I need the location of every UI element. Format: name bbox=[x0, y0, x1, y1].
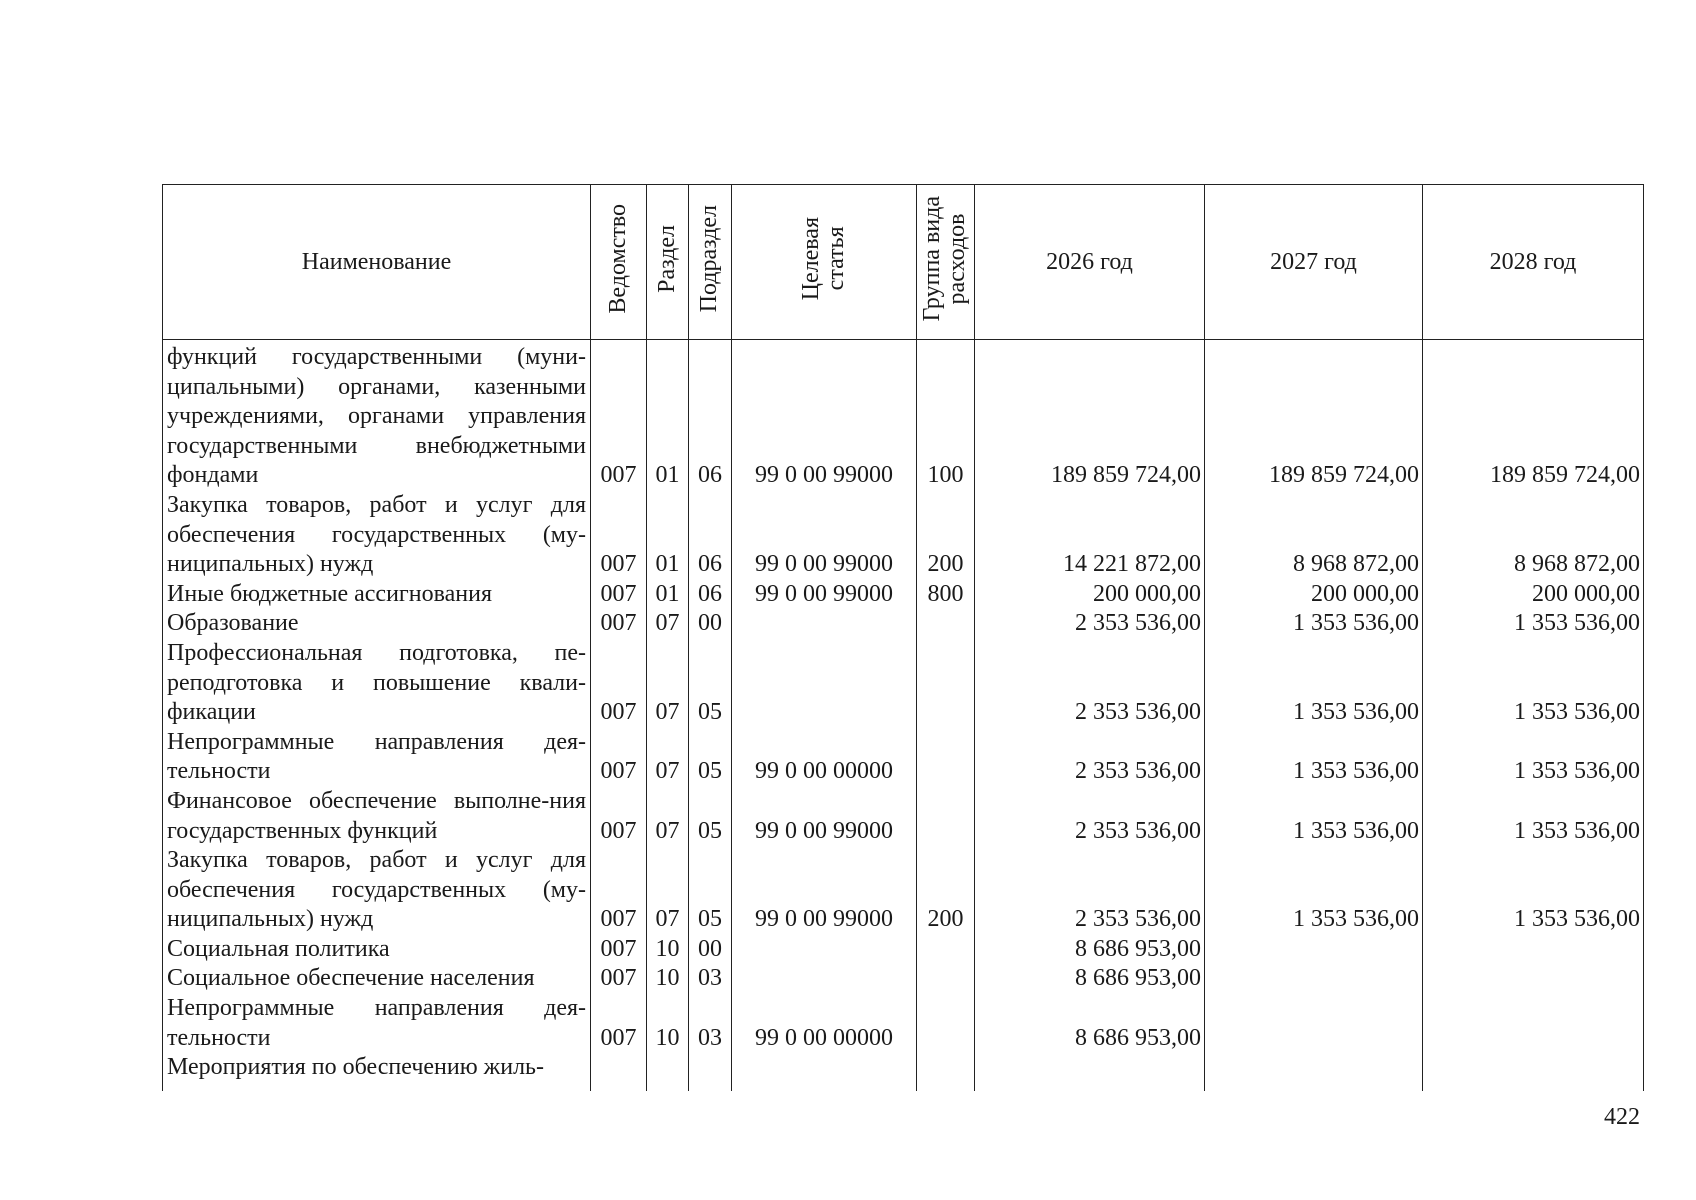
cell-2027: 1 353 536,00 bbox=[1205, 846, 1423, 935]
cell-celevaya: 99 0 00 00000 bbox=[732, 728, 917, 787]
table-row bbox=[163, 1053, 1644, 1083]
cell-gruppa bbox=[917, 935, 975, 965]
cell-2026 bbox=[975, 1053, 1205, 1083]
header-2026: 2026 год bbox=[975, 185, 1205, 340]
cell-2027 bbox=[1205, 994, 1423, 1053]
cell-2028 bbox=[1423, 994, 1644, 1053]
budget-table bbox=[162, 184, 1644, 1091]
cell-name: Мероприятия по обеспечению жиль- bbox=[163, 1053, 591, 1083]
cell-2027: 200 000,00 bbox=[1205, 580, 1423, 610]
table-row bbox=[163, 728, 1644, 787]
cell-ved: 007 bbox=[591, 609, 647, 639]
cell-name: Закупка товаров, работ и услуг для обеспечения государственных (му-ниципальных) нужд bbox=[163, 846, 591, 935]
cell-celevaya: 99 0 00 00000 bbox=[732, 994, 917, 1053]
header-razdel: Раздел bbox=[647, 185, 689, 340]
cell-2028 bbox=[1423, 935, 1644, 965]
cell-name: Непрограммные направления дея-тельности bbox=[163, 994, 591, 1053]
table-row bbox=[163, 609, 1644, 639]
header-celevaya: Целевая статья bbox=[732, 185, 917, 340]
cell-2027: 1 353 536,00 bbox=[1205, 728, 1423, 787]
table-row bbox=[163, 639, 1644, 728]
cell-celevaya: 99 0 00 99000 bbox=[732, 846, 917, 935]
cell-podrazdel: 06 bbox=[689, 580, 732, 610]
cell-2027: 8 968 872,00 bbox=[1205, 491, 1423, 580]
cell-2027 bbox=[1205, 1053, 1423, 1083]
cell-2027 bbox=[1205, 935, 1423, 965]
cell-podrazdel: 03 bbox=[689, 994, 732, 1053]
cell-razdel: 07 bbox=[647, 846, 689, 935]
table-row bbox=[163, 846, 1644, 935]
cell-razdel: 07 bbox=[647, 787, 689, 846]
cell-name: функций государственными (муни-ципальными) органами, казенными учреждениями, органами управления государственными внебюджетными фондами bbox=[163, 340, 591, 491]
cell-2027: 1 353 536,00 bbox=[1205, 639, 1423, 728]
header-2028: 2028 год bbox=[1423, 185, 1644, 340]
cell-2028 bbox=[1423, 1053, 1644, 1083]
cell-2026: 2 353 536,00 bbox=[975, 728, 1205, 787]
cell-gruppa bbox=[917, 728, 975, 787]
cell-2028 bbox=[1423, 964, 1644, 994]
table-row bbox=[163, 994, 1644, 1053]
table-row bbox=[163, 787, 1644, 846]
cell-razdel: 10 bbox=[647, 994, 689, 1053]
cell-razdel: 01 bbox=[647, 580, 689, 610]
cell-gruppa: 200 bbox=[917, 491, 975, 580]
cell-celevaya bbox=[732, 639, 917, 728]
cell-razdel bbox=[647, 1053, 689, 1083]
cell-podrazdel: 05 bbox=[689, 787, 732, 846]
cell-2028: 1 353 536,00 bbox=[1423, 609, 1644, 639]
cell-ved: 007 bbox=[591, 964, 647, 994]
cell-ved: 007 bbox=[591, 787, 647, 846]
cell-2028: 1 353 536,00 bbox=[1423, 846, 1644, 935]
cell-ved: 007 bbox=[591, 728, 647, 787]
cell-razdel: 07 bbox=[647, 728, 689, 787]
cell-ved: 007 bbox=[591, 935, 647, 965]
cell-gruppa bbox=[917, 994, 975, 1053]
cell-podrazdel: 05 bbox=[689, 728, 732, 787]
cell-celevaya bbox=[732, 609, 917, 639]
cell-name: Профессиональная подготовка, пе-реподготовка и повышение квали-фикации bbox=[163, 639, 591, 728]
page-number: 422 bbox=[1604, 1104, 1640, 1130]
cell-2026: 8 686 953,00 bbox=[975, 994, 1205, 1053]
cell-gruppa: 200 bbox=[917, 846, 975, 935]
table-header bbox=[163, 185, 1644, 340]
cell-celevaya: 99 0 00 99000 bbox=[732, 340, 917, 491]
cell-celevaya: 99 0 00 99000 bbox=[732, 580, 917, 610]
header-name: Наименование bbox=[163, 185, 591, 340]
cell-2028: 1 353 536,00 bbox=[1423, 728, 1644, 787]
cell-ved: 007 bbox=[591, 639, 647, 728]
cell-celevaya bbox=[732, 964, 917, 994]
cell-2027: 1 353 536,00 bbox=[1205, 609, 1423, 639]
cell-2028: 1 353 536,00 bbox=[1423, 787, 1644, 846]
cell-razdel: 10 bbox=[647, 935, 689, 965]
cell-2028: 8 968 872,00 bbox=[1423, 491, 1644, 580]
cell-name: Образование bbox=[163, 609, 591, 639]
cell-2027: 1 353 536,00 bbox=[1205, 787, 1423, 846]
cell-gruppa bbox=[917, 639, 975, 728]
header-gruppa: Группа вида расходов bbox=[917, 185, 975, 340]
cell-name: Социальное обеспечение населения bbox=[163, 964, 591, 994]
cell-podrazdel: 05 bbox=[689, 639, 732, 728]
cell-razdel: 01 bbox=[647, 340, 689, 491]
cell-ved: 007 bbox=[591, 994, 647, 1053]
cell-2026: 2 353 536,00 bbox=[975, 609, 1205, 639]
cell-podrazdel: 00 bbox=[689, 609, 732, 639]
cell-2026: 200 000,00 bbox=[975, 580, 1205, 610]
header-2027: 2027 год bbox=[1205, 185, 1423, 340]
cell-celevaya: 99 0 00 99000 bbox=[732, 787, 917, 846]
cell-2028: 200 000,00 bbox=[1423, 580, 1644, 610]
cell-name: Социальная политика bbox=[163, 935, 591, 965]
table-body bbox=[163, 340, 1644, 1091]
cell-2026: 8 686 953,00 bbox=[975, 964, 1205, 994]
cell-gruppa bbox=[917, 964, 975, 994]
cell-ved: 007 bbox=[591, 491, 647, 580]
cell-podrazdel: 00 bbox=[689, 935, 732, 965]
cell-gruppa bbox=[917, 787, 975, 846]
cell-gruppa bbox=[917, 1053, 975, 1083]
cell-name: Финансовое обеспечение выполне-ния государственных функций bbox=[163, 787, 591, 846]
table-row-tail bbox=[163, 1083, 1644, 1091]
cell-gruppa: 100 bbox=[917, 340, 975, 491]
cell-name: Иные бюджетные ассигнования bbox=[163, 580, 591, 610]
cell-razdel: 01 bbox=[647, 491, 689, 580]
cell-2026: 2 353 536,00 bbox=[975, 846, 1205, 935]
cell-razdel: 07 bbox=[647, 609, 689, 639]
cell-2026: 8 686 953,00 bbox=[975, 935, 1205, 965]
cell-2028: 1 353 536,00 bbox=[1423, 639, 1644, 728]
cell-ved: 007 bbox=[591, 846, 647, 935]
table-row bbox=[163, 935, 1644, 965]
cell-gruppa: 800 bbox=[917, 580, 975, 610]
cell-name: Закупка товаров, работ и услуг для обеспечения государственных (му-ниципальных) нужд bbox=[163, 491, 591, 580]
cell-ved: 007 bbox=[591, 340, 647, 491]
cell-2028: 189 859 724,00 bbox=[1423, 340, 1644, 491]
cell-podrazdel: 03 bbox=[689, 964, 732, 994]
cell-2026: 2 353 536,00 bbox=[975, 639, 1205, 728]
cell-podrazdel: 05 bbox=[689, 846, 732, 935]
table-row bbox=[163, 580, 1644, 610]
cell-celevaya bbox=[732, 1053, 917, 1083]
table-row bbox=[163, 964, 1644, 994]
header-podrazdel: Подраздел bbox=[689, 185, 732, 340]
cell-razdel: 10 bbox=[647, 964, 689, 994]
cell-celevaya: 99 0 00 99000 bbox=[732, 491, 917, 580]
cell-2027: 189 859 724,00 bbox=[1205, 340, 1423, 491]
header-ved: Ведомство bbox=[591, 185, 647, 340]
cell-razdel: 07 bbox=[647, 639, 689, 728]
cell-2026: 14 221 872,00 bbox=[975, 491, 1205, 580]
cell-2026: 189 859 724,00 bbox=[975, 340, 1205, 491]
cell-podrazdel: 06 bbox=[689, 491, 732, 580]
table-row bbox=[163, 340, 1644, 491]
cell-ved: 007 bbox=[591, 580, 647, 610]
cell-2026: 2 353 536,00 bbox=[975, 787, 1205, 846]
cell-ved bbox=[591, 1053, 647, 1083]
table-row bbox=[163, 491, 1644, 580]
cell-celevaya bbox=[732, 935, 917, 965]
cell-gruppa bbox=[917, 609, 975, 639]
cell-2027 bbox=[1205, 964, 1423, 994]
cell-podrazdel: 06 bbox=[689, 340, 732, 491]
cell-name: Непрограммные направления дея-тельности bbox=[163, 728, 591, 787]
cell-podrazdel bbox=[689, 1053, 732, 1083]
